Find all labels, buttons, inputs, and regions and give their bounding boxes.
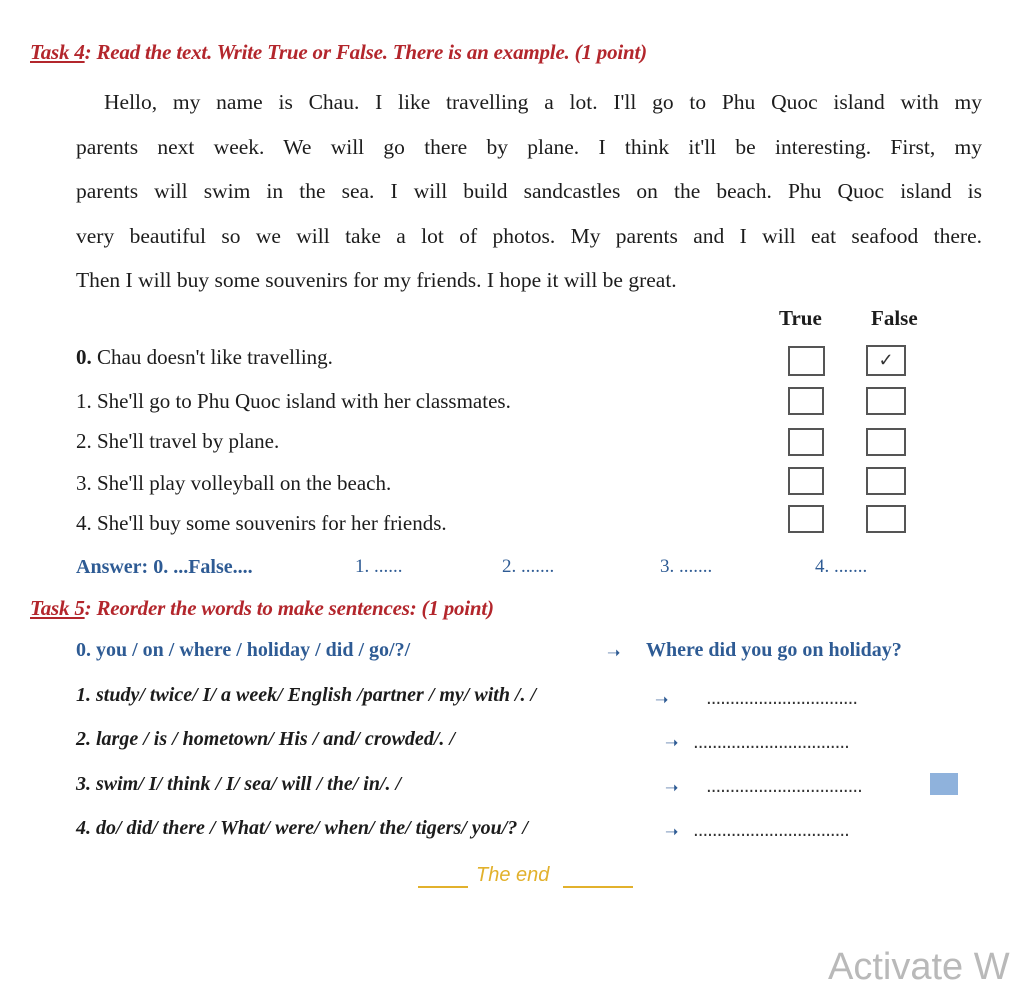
question-3 [76,471,391,496]
reorder-item-4: 4. do/ did/ there / What/ were/ when/ the/ tigers/ you/? / [76,817,528,839]
checkbox-true-0[interactable] [788,346,825,376]
task5-label: Task 5 [30,596,85,620]
question-text: She'll buy some souvenirs for her friends. [97,511,447,535]
question-number: 1. [76,389,92,413]
checkbox-true-2[interactable] [788,428,824,456]
checkbox-true-1[interactable] [788,387,824,415]
task4-instructions: : Read the text. Write True or False. There is an example. (1 point) [84,40,647,64]
reorder-example-prompt: 0. you / on / where / holiday / did / go/?/ [76,639,411,661]
question-text: Chau doesn't like travelling. [97,345,333,369]
question-text: She'll play volleyball on the beach. [97,471,392,495]
checkbox-true-3[interactable] [788,467,824,495]
passage-line: very beautiful so we will take a lot of photos. My parents and I will eat seafood there. [76,223,982,248]
reorder-blank-4[interactable]: ................................. [693,820,849,841]
checkbox-false-4[interactable] [866,505,906,533]
passage-line: parents next week. We will go there by plane. I think it'll be interesting. First, my [76,134,982,159]
question-number: 4. [76,511,92,535]
reorder-example-answer: Where did you go on holiday? [646,639,902,661]
question-number: 0. [76,345,92,369]
reorder-blank-3[interactable]: ................................. [706,776,862,797]
question-0 [76,345,333,370]
activate-windows-watermark: Activate W [828,946,1010,988]
task4-title [30,40,647,65]
answer-blank-3[interactable]: 3. ....... [660,556,713,577]
checkbox-false-3[interactable] [866,467,906,495]
task5-instructions: : Reorder the words to make sentences: (1 point) [84,596,494,620]
checkbox-false-2[interactable] [866,428,906,456]
reorder-item-1: 1. study/ twice/ I/ a week/ English /partner / my/ with /. / [76,684,537,706]
question-number: 3. [76,471,92,495]
column-header-false: False [871,306,918,330]
end-rule-right [563,886,633,888]
arrow-right-icon: ➝ [607,643,621,662]
text-selection-highlight [930,773,958,795]
passage-line: parents will swim in the sea. I will build sandcastles on the beach. Phu Quoc island is [76,179,982,203]
answer-blank-2[interactable]: 2. ....... [502,556,555,577]
answer-example: Answer: 0. ...False.... [76,556,253,578]
passage-line: Then I will buy some souvenirs for my friends. I hope it will be great. [76,268,677,292]
reorder-item-2: 2. large / is / hometown/ His / and/ crowded/. / [76,728,455,750]
end-rule-left [418,886,468,888]
checkbox-true-4[interactable] [788,505,824,533]
answer-blank-4[interactable]: 4. ....... [815,556,868,577]
question-text: She'll travel by plane. [97,429,280,453]
arrow-right-icon: ➝ [655,690,669,709]
task4-label: Task 4 [30,40,85,64]
arrow-right-icon: ➝ [665,778,679,797]
question-number: 2. [76,429,92,453]
column-header-true: True [779,306,822,330]
reading-passage [76,80,982,303]
reorder-item-3: 3. swim/ I/ think / I/ sea/ will / the/ in/. / [76,773,402,795]
passage-line: Hello, my name is Chau. I like travelling a lot. I'll go to Phu Quoc island with my [104,90,982,114]
question-text: She'll go to Phu Quoc island with her classmates. [97,389,511,413]
task5-title [30,596,494,621]
reorder-blank-2[interactable]: ................................. [693,732,849,753]
checkbox-false-1[interactable] [866,387,906,415]
answer-blank-1[interactable]: 1. ...... [355,556,403,577]
checkbox-false-0[interactable]: ✓ [866,345,906,376]
arrow-right-icon: ➝ [665,822,679,841]
question-4 [76,511,447,536]
arrow-right-icon: ➝ [665,733,679,752]
question-2 [76,429,279,454]
reorder-blank-1[interactable]: ................................ [706,688,858,709]
end-text: The end [476,864,550,886]
question-1 [76,389,511,414]
